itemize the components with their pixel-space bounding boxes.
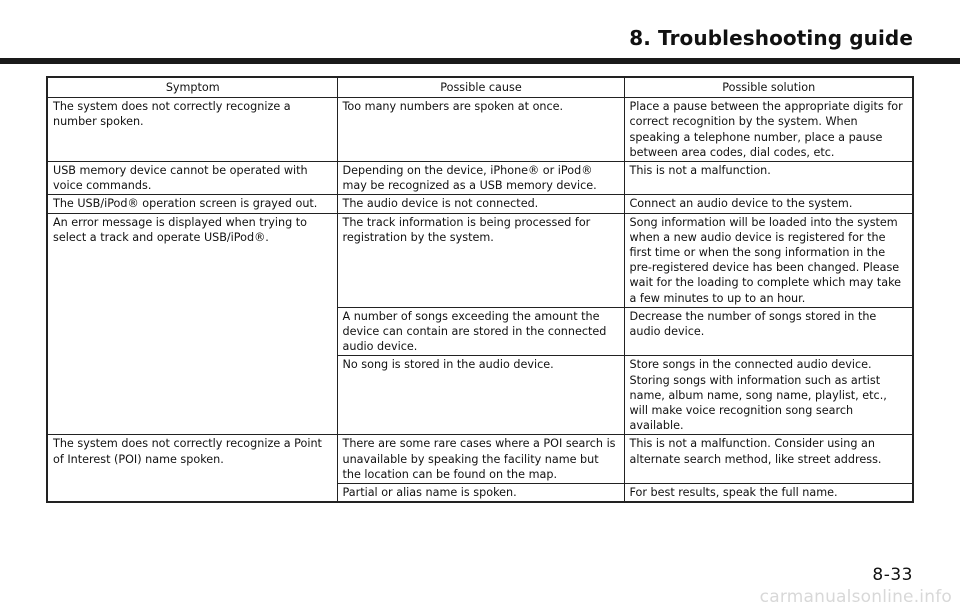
solution-cell: Store songs in the connected audio device. Storing songs with information such as artist name, album name, song name, playlist, etc., will make voice recognition song search available. — [624, 356, 913, 435]
cause-cell: Partial or alias name is spoken. — [337, 484, 624, 503]
cause-cell: Too many numbers are spoken at once. — [337, 98, 624, 162]
column-header-cause: Possible cause — [337, 77, 624, 98]
symptom-cell: The system does not correctly recognize a number spoken. — [47, 98, 337, 162]
cause-cell: Depending on the device, iPhone® or iPod® may be recognized as a USB memory device. — [337, 162, 624, 195]
table-row — [47, 162, 913, 195]
cause-cell: A number of songs exceeding the amount the device can contain are stored in the connected audio device. — [337, 307, 624, 356]
symptom-cell: The system does not correctly recognize a Point of Interest (POI) name spoken. — [47, 435, 337, 502]
troubleshooting-table — [46, 76, 914, 503]
column-header-symptom: Symptom — [47, 77, 337, 98]
cause-cell: The track information is being processed for registration by the system. — [337, 213, 624, 307]
table-row — [47, 435, 913, 484]
solution-cell: Decrease the number of songs stored in the audio device. — [624, 307, 913, 356]
table-row — [47, 98, 913, 162]
table-row — [47, 195, 913, 213]
solution-cell: For best results, speak the full name. — [624, 484, 913, 503]
table-row — [47, 213, 913, 307]
solution-cell: This is not a malfunction. — [624, 162, 913, 195]
page-header-title: 8. Troubleshooting guide — [629, 26, 913, 50]
solution-cell: Connect an audio device to the system. — [624, 195, 913, 213]
cause-cell: The audio device is not connected. — [337, 195, 624, 213]
solution-cell: Song information will be loaded into the system when a new audio device is registered for the first time or when the song information in the pre-registered device has been changed. Please wait for the loading to complete which may take a few minutes to up to an hour. — [624, 213, 913, 307]
table-header-row — [47, 77, 913, 98]
symptom-cell: The USB/iPod® operation screen is grayed out. — [47, 195, 337, 213]
symptom-cell: An error message is displayed when trying to select a track and operate USB/iPod®. — [47, 213, 337, 435]
solution-cell: This is not a malfunction. Consider using an alternate search method, like street address. — [624, 435, 913, 484]
watermark: carmanualsonline.info — [759, 587, 952, 607]
symptom-cell: USB memory device cannot be operated with voice commands. — [47, 162, 337, 195]
cause-cell: No song is stored in the audio device. — [337, 356, 624, 435]
header-divider — [0, 58, 960, 64]
page-number: 8-33 — [872, 565, 913, 585]
solution-cell: Place a pause between the appropriate digits for correct recognition by the system. When speaking a telephone number, place a pause between area codes, dial codes, etc. — [624, 98, 913, 162]
cause-cell: There are some rare cases where a POI search is unavailable by speaking the facility name but the location can be found on the map. — [337, 435, 624, 484]
column-header-solution: Possible solution — [624, 77, 913, 98]
